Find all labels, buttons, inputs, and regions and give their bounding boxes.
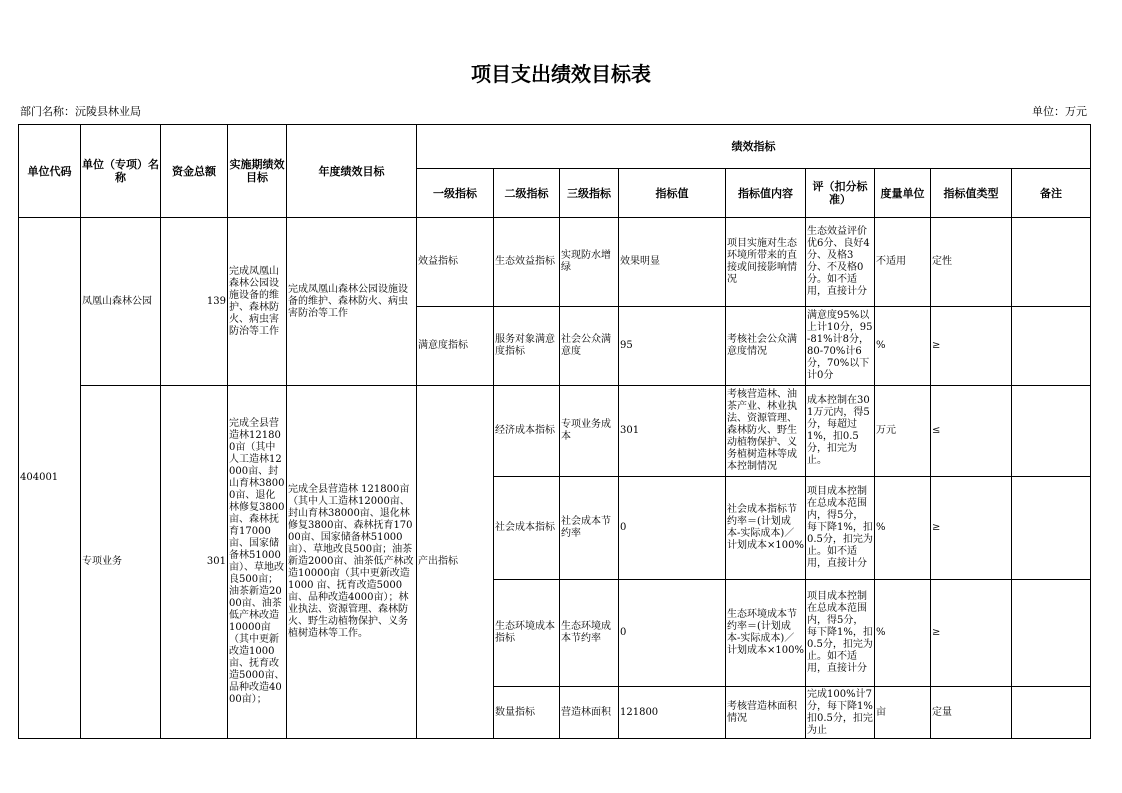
project-funds-cell: 139 <box>161 218 228 386</box>
value-cell: 121800 <box>619 687 726 739</box>
level1-cell: 产出指标 <box>417 386 494 739</box>
note-cell <box>1012 218 1091 307</box>
unit-cell: 不适用 <box>875 218 931 307</box>
table-row <box>19 386 1091 477</box>
header-level1: 一级指标 <box>417 169 494 218</box>
note-cell <box>1012 307 1091 386</box>
header-perf-indicators: 绩效指标 <box>417 125 1091 169</box>
header-scoring: 评（扣分标准） <box>806 169 875 218</box>
value-cell: 95 <box>619 307 726 386</box>
header-note: 备注 <box>1012 169 1091 218</box>
table-row <box>19 218 1091 307</box>
scoring-cell: 满意度95%以上计10分，95-81%计8分，80-70%计6分，70%以下计0分 <box>806 307 875 386</box>
scoring-cell: 项目成本控制在总成本范围内，得5分，每下降1%，扣0.5分，扣完为止。如不适用，直接计分 <box>806 477 875 580</box>
value-cell: 301 <box>619 386 726 477</box>
note-cell <box>1012 386 1091 477</box>
value-cell: 0 <box>619 477 726 580</box>
scoring-cell: 项目成本控制在总成本范围内，得5分，每下降1%，扣0.5分，扣完为止。如不适用，直接计分 <box>806 580 875 687</box>
type-cell: ≥ <box>931 580 1012 687</box>
unit-cell: 亩 <box>875 687 931 739</box>
header-unit: 度量单位 <box>875 169 931 218</box>
type-cell: ≤ <box>931 386 1012 477</box>
level1-cell: 满意度指标 <box>417 307 494 386</box>
header-annual-goal: 年度绩效目标 <box>287 125 417 218</box>
period-goal-cell: 完成全县营造林121800亩（其中人工造林12000亩、封山育林38000亩、退化林修复3800亩、森林抚育17000亩、国家储备林51000亩）、草地改良500亩；油茶新造2000亩、油茶低产林改造10000亩（其中更新改造1000亩、抚育改造5000亩、品种改造4000亩）； <box>228 386 287 739</box>
level3-cell: 实现防水增绿 <box>560 218 619 307</box>
header-type: 指标值类型 <box>931 169 1012 218</box>
level2-cell: 社会成本指标 <box>494 477 560 580</box>
value-cell: 效果明显 <box>619 218 726 307</box>
content-cell: 项目实施对生态环境所带来的直接或间接影响情况 <box>726 218 806 307</box>
type-cell: 定性 <box>931 218 1012 307</box>
note-cell <box>1012 477 1091 580</box>
content-cell: 考核营造林、油茶产业、林业执法、资源管理、森林防火、野生动植物保护、义务植树造林等成本控制情况 <box>726 386 806 477</box>
value-cell: 0 <box>619 580 726 687</box>
scoring-cell: 生态效益评价优6分、良好4分、及格3分、不及格0分。如不适用，直接计分 <box>806 218 875 307</box>
annual-goal-cell: 完成全县营造林 121800亩（其中人工造林12000亩、封山育林38000亩、退化林修复3800亩、森林抚育17000亩、国家储备林51000亩）、草地改良500亩；油茶新造2000亩、油茶低产林改造10000亩（其中更新改造1000 亩、抚育改造5000亩、品种改造4000亩）；林业执法、资源管理、森林防火、野生动植物保护、义务植树造林等工作。 <box>287 386 417 739</box>
header-unit-code: 单位代码 <box>19 125 81 218</box>
note-cell <box>1012 580 1091 687</box>
unit-cell: % <box>875 580 931 687</box>
level1-cell: 效益指标 <box>417 218 494 307</box>
project-name-cell: 专项业务 <box>81 386 161 739</box>
performance-table <box>18 124 1091 739</box>
header-unit-name: 单位（专项）名称 <box>81 125 161 218</box>
level3-cell: 社会成本节约率 <box>560 477 619 580</box>
period-goal-cell: 完成凤凰山森林公园设施设备的维护、森林防火、病虫害防治等工作 <box>228 218 287 386</box>
project-funds-cell: 301 <box>161 386 228 739</box>
level3-cell: 专项业务成本 <box>560 386 619 477</box>
level3-cell: 营造林面积 <box>560 687 619 739</box>
level2-cell: 数量指标 <box>494 687 560 739</box>
level2-cell: 生态环境成本指标 <box>494 580 560 687</box>
unit-cell: % <box>875 477 931 580</box>
level3-cell: 社会公众满意度 <box>560 307 619 386</box>
unit-cell: 万元 <box>875 386 931 477</box>
type-cell: ≥ <box>931 307 1012 386</box>
content-cell: 社会成本指标节约率＝(计划成本-实际成本)／计划成本×100% <box>726 477 806 580</box>
scoring-cell: 完成100%计7分，每下降1%扣0.5分，扣完为止 <box>806 687 875 739</box>
project-name-cell: 凤凰山森林公园 <box>81 218 161 386</box>
header-value: 指标值 <box>619 169 726 218</box>
scoring-cell: 成本控制在301万元内，得5分，每超过1%，扣0.5分，扣完为止。 <box>806 386 875 477</box>
header-total-funds: 资金总额 <box>161 125 228 218</box>
content-cell: 考核营造林面积情况 <box>726 687 806 739</box>
content-cell: 考核社会公众满意度情况 <box>726 307 806 386</box>
department-label: 部门名称：沅陵县林业局 <box>20 105 141 118</box>
level2-cell: 服务对象满意度指标 <box>494 307 560 386</box>
type-cell: ≥ <box>931 477 1012 580</box>
page-title: 项目支出绩效目标表 <box>471 62 651 86</box>
unit-label: 单位：万元 <box>1032 105 1087 118</box>
header-level2: 二级指标 <box>494 169 560 218</box>
note-cell <box>1012 687 1091 739</box>
level3-cell: 生态环境成本节约率 <box>560 580 619 687</box>
header-period-goal: 实施期绩效目标 <box>228 125 287 218</box>
header-level3: 三级指标 <box>560 169 619 218</box>
level2-cell: 生态效益指标 <box>494 218 560 307</box>
content-cell: 生态环境成本节约率＝(计划成本-实际成本)／计划成本×100% <box>726 580 806 687</box>
type-cell: 定量 <box>931 687 1012 739</box>
unit-cell: % <box>875 307 931 386</box>
annual-goal-cell: 完成凤凰山森林公园设施设备的维护、森林防火、病虫害防治等工作 <box>287 218 417 386</box>
level2-cell: 经济成本指标 <box>494 386 560 477</box>
unit-code-cell: 404001 <box>19 218 81 739</box>
header-content: 指标值内容 <box>726 169 806 218</box>
